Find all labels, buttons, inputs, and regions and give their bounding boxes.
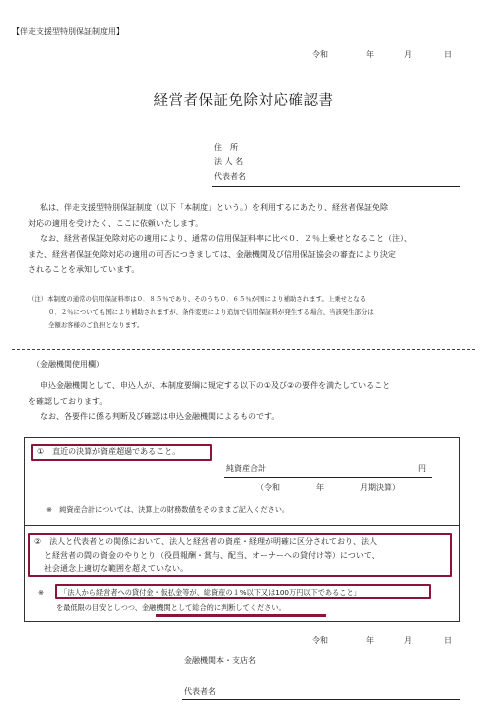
footer-date-day: 日 bbox=[444, 636, 452, 645]
corp-name-label: 法 人 名 bbox=[214, 157, 244, 166]
req2-note-underline bbox=[156, 614, 326, 617]
document-title: 経営者保証免除対応確認書 bbox=[153, 93, 334, 109]
address-label: 住 所 bbox=[214, 143, 238, 152]
date-year: 年 bbox=[366, 50, 374, 59]
req2-note-line1: 「法人から経営者への貸付金・仮払金等が、総資産の１%以下又は100万円以下であること」 bbox=[60, 588, 361, 597]
req1-note: ※ 純資産合計については、決算上の財務数値をそのままご記入ください。 bbox=[46, 505, 290, 514]
fee-note: （注）本制度の通常の信用保証料率は０．８５％であり、そのうち０．６５％が国により補助されます。上乗せとなる ０．２％についても国により補助されますが、条件変更により追加で信用保証料が発生する場合、当該発生部分は 全額お客様のご負担となります。 bbox=[28, 295, 374, 329]
date-day: 日 bbox=[444, 50, 452, 59]
signature-line bbox=[212, 186, 460, 187]
bank-section-label: （金融機関使用欄） bbox=[32, 360, 104, 369]
req1-heading: ① 直近の決算が資産超過であること。 bbox=[37, 447, 181, 456]
footer-date-year: 年 bbox=[366, 636, 374, 645]
net-assets-label: 純資産合計 bbox=[226, 464, 266, 473]
requirements-separator bbox=[24, 525, 460, 526]
req2-text: ② 法人と代表者との関係において、法人と経営者の資産・経理が明確に区分されており、法人 と経営者の間の資金のやりとり（役員報酬・賞与、配当、オーナーへの貸付け等）について、 社会通念上適切な範囲を超えていない。 bbox=[34, 537, 380, 573]
branch-name-label: 金融機関本・支店名 bbox=[184, 656, 256, 665]
req2-note-mark: ※ bbox=[38, 588, 45, 597]
date-month: 月 bbox=[404, 50, 412, 59]
footer-rep-label: 代表者名 bbox=[184, 687, 216, 696]
request-paragraph: 私は、伴走支援型特別保証制度（以下「本制度」という。）を利用するにあたり、経営者保証免除 対応の適用を受けたく、ここに依頼いたします。 なお、経営者保証免除対応の適用により、通常の信用保証料率に比べ０．２％上乗せとなること（注）、 また、経営者保証免除対応の適用の可否につきましては、金融機関及び信用保証協会の審査により決定 されることを承知しています。 bbox=[28, 203, 412, 274]
net-assets-line bbox=[224, 477, 432, 478]
rep-name-label: 代表者名 bbox=[214, 172, 246, 181]
bank-confirmation-paragraph: 申込金融機関として、申込人が、本制度要綱に規定する以下の①及び②の要件を満たしていること を確認しております。 なお、各要件に係る判断及び確認は申込金融機関によるものです。 bbox=[28, 381, 391, 421]
yen-unit: 円 bbox=[418, 464, 426, 473]
section-divider bbox=[12, 349, 475, 350]
period-month: 月期決算） bbox=[360, 483, 400, 492]
footer-date-month: 月 bbox=[404, 636, 412, 645]
footer-signature-line bbox=[182, 699, 460, 700]
req2-note-line2: を最低限の目安としつつ、金融機関として総合的に判断してください。 bbox=[56, 603, 286, 612]
period-year: 年 bbox=[316, 483, 324, 492]
period-era: （令和 bbox=[256, 483, 280, 492]
footer-date-era: 令和 bbox=[312, 636, 328, 645]
form-type-tag: 【伴走支援型特別保証制度用】 bbox=[12, 27, 124, 36]
date-era: 令和 bbox=[312, 50, 328, 59]
